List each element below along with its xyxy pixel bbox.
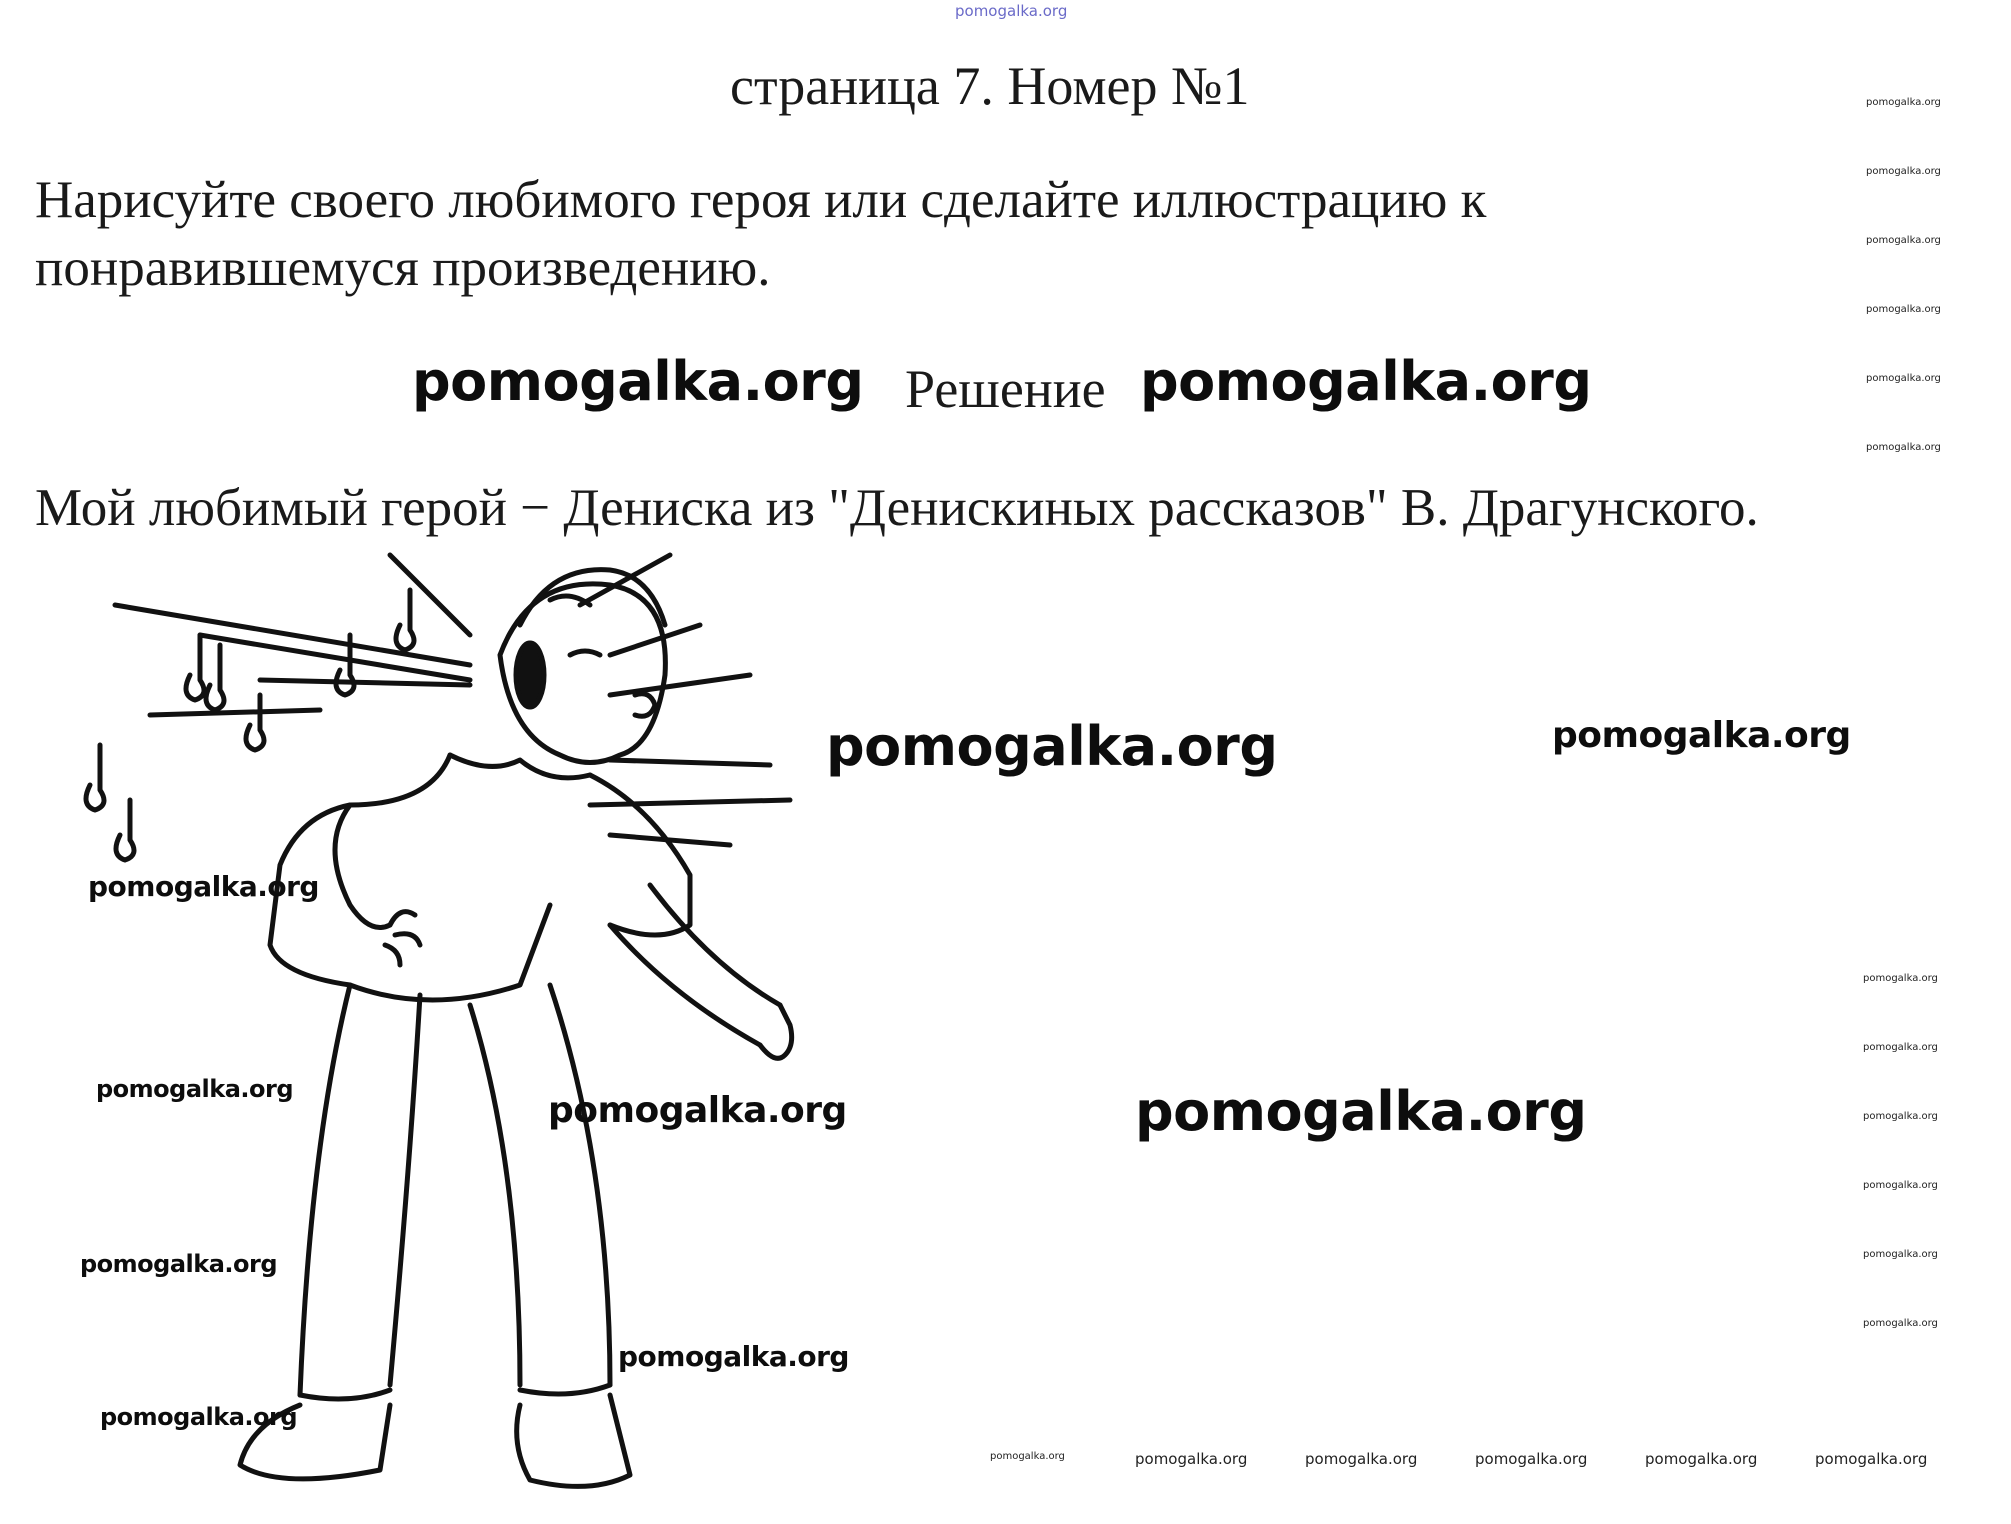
- watermark-medium-2: pomogalka.org: [88, 870, 319, 903]
- watermark-small: pomogalka.org: [1475, 1450, 1588, 1468]
- watermark-small: pomogalka.org: [1866, 97, 1941, 108]
- watermark-small: pomogalka.org: [1866, 166, 1941, 177]
- watermark-large-1: pomogalka.org: [412, 350, 864, 413]
- watermark-medium-7: pomogalka.org: [100, 1403, 298, 1431]
- watermark-small: pomogalka.org: [1863, 1249, 1938, 1260]
- task-text-line-2: понравившемуся произведению.: [35, 239, 771, 297]
- watermark-small: pomogalka.org: [1866, 373, 1941, 384]
- watermark-small: pomogalka.org: [1866, 304, 1941, 315]
- watermark-small: pomogalka.org: [1815, 1450, 1928, 1468]
- watermark-medium-1: pomogalka.org: [1552, 715, 1851, 756]
- watermark-large-4: pomogalka.org: [1135, 1080, 1587, 1143]
- watermark-large-2: pomogalka.org: [1140, 350, 1592, 413]
- watermark-medium-3: pomogalka.org: [96, 1075, 294, 1103]
- watermark-small: pomogalka.org: [1866, 442, 1941, 453]
- header-watermark: pomogalka.org: [955, 2, 1068, 20]
- watermark-small: pomogalka.org: [1305, 1450, 1418, 1468]
- watermark-small: pomogalka.org: [1863, 1111, 1938, 1122]
- watermark-medium-6: pomogalka.org: [618, 1340, 849, 1373]
- watermark-small: pomogalka.org: [1863, 1180, 1938, 1191]
- watermark-small: pomogalka.org: [1863, 1042, 1938, 1053]
- watermark-medium-4: pomogalka.org: [548, 1090, 847, 1131]
- watermark-small: pomogalka.org: [990, 1451, 1065, 1462]
- watermark-small: pomogalka.org: [1866, 235, 1941, 246]
- page-title: страница 7. Номер №1: [730, 56, 1250, 116]
- watermark-small: pomogalka.org: [1863, 973, 1938, 984]
- solution-label: Решение: [905, 359, 1106, 419]
- watermark-small: pomogalka.org: [1135, 1450, 1248, 1468]
- answer-text: Мой любимый герой − Дениска из "Денискиных рассказов" В. Драгунского.: [35, 479, 1759, 537]
- watermark-medium-5: pomogalka.org: [80, 1250, 278, 1278]
- watermark-large-3: pomogalka.org: [826, 715, 1278, 778]
- watermark-small: pomogalka.org: [1645, 1450, 1758, 1468]
- task-text-line-1: Нарисуйте своего любимого героя или сделайте иллюстрацию к: [35, 171, 1487, 229]
- watermark-small: pomogalka.org: [1863, 1318, 1938, 1329]
